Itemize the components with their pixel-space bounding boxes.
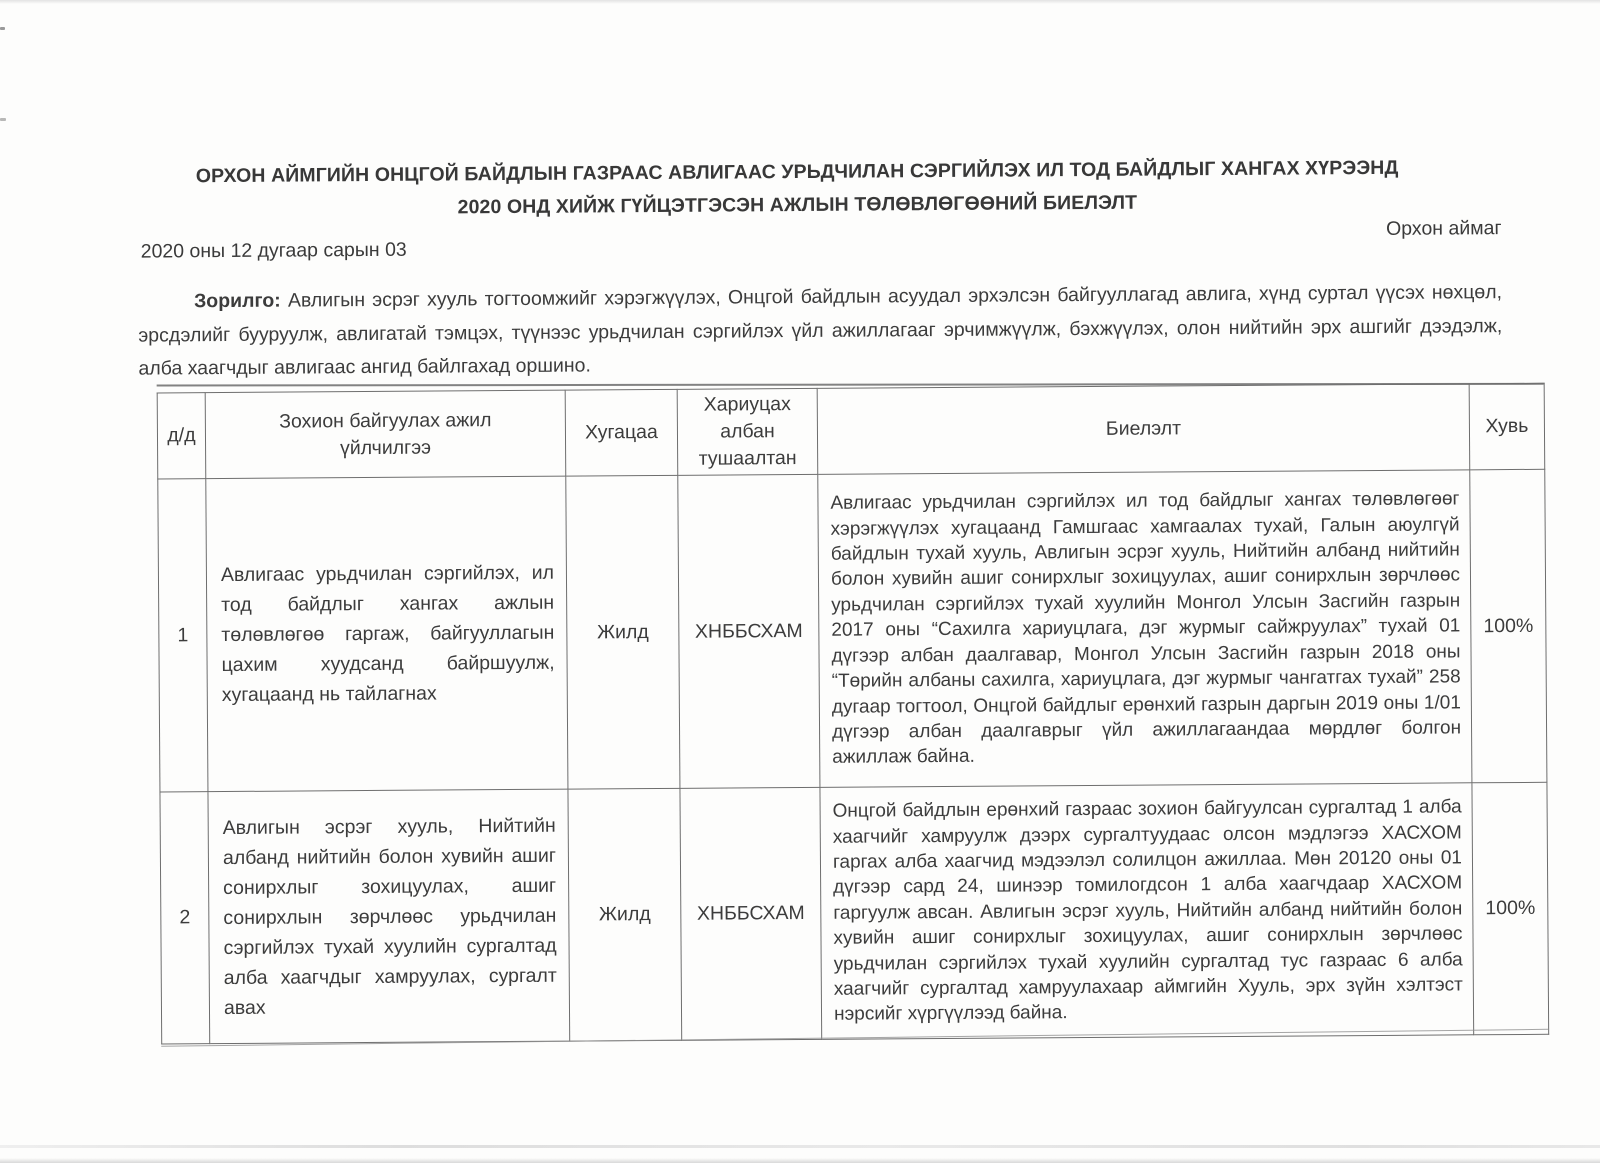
task-cell: Авлигаас урьдчилан сэргийлэх, ил тод байдлыг хангах ажлын төлөвлөгөө гаргаж, байгууллагын цахим хуудсанд байршуулж, хугацаанд нь тайлагнах	[206, 476, 568, 792]
scan-speck	[0, 118, 6, 121]
date-text: 2020 оны 12 дугаар сарын 03	[140, 238, 407, 263]
table-row	[160, 782, 1549, 1044]
duration-cell: Жилд	[568, 788, 682, 1041]
scan-edge-band	[0, 1145, 1600, 1148]
document-title	[137, 151, 1457, 226]
row-number-cell: 1	[158, 479, 208, 792]
title-line-1: ОРХОН АЙМГИЙН ОНЦГОЙ БАЙДЛЫН ГАЗРААС АВЛИГААС УРЬДЧИЛАН СЭРГИЙЛЭХ ИЛ ТОД БАЙДЛЫГ ХАНГАХ ХҮРЭЭНД	[195, 156, 1399, 188]
scan-edge-top	[0, 0, 1600, 4]
percent-cell: 100%	[1472, 782, 1549, 1035]
result-cell: Авлигаас урьдчилан сэргийлэх ил тод байдлыг хангах төлөвлөгөөг хэрэгжүүлэх хугацаанд Гамшгаас хамгаалах тухай, Галын аюулгүй байдлын тухай хууль, Авлигын эсрэг хууль, Нийтийн албанд нийтийн болон хувийн ашиг сонирхлыг зохицуулах, ашиг сонирхлын зөрчлөөс урьдчилан сэргийлэх тухай хуулийн Монгол Улсын Засгийн газрын 2017 оны “Сахилга хариуцлага, дэг журмыг сайжруулах” тухай 01 дүгээр албан даалгавар, Монгол Улсын Засгийн газрын 2018 оны “Төрийн албаны сахилга, хариуцлага, дэг журмыг чангатгах тухай” 258 дугаар тогтоол, Онцгой байдлыг ерөнхий газрын даргын 2019 оны 1/01 дүгээр албан даалгаврыг үйл ажиллагаандаа мөрдлөг болгон ажиллаж байна.	[818, 470, 1472, 788]
responsible-cell: ХНББСХАМ	[678, 474, 820, 788]
col-task-header: Зохион байгуулах ажил үйлчилгээ	[205, 390, 566, 479]
plan-table	[157, 383, 1550, 1045]
purpose-paragraph	[138, 276, 1503, 386]
purpose-label: Зорилго:	[193, 289, 281, 313]
col-result-header: Биелэлт	[817, 384, 1470, 475]
location-text: Орхон аймаг	[1386, 217, 1502, 240]
row-number-cell: 2	[160, 792, 210, 1044]
table-row	[158, 469, 1547, 792]
task-cell: Авлигын эсрэг хууль, Нийтийн албанд нийтийн болон хувийн ашиг сонирхлыг зохицуулах, ашиг сонирхлын зөрчлөөс урьдчилан сэргийлэх тухай хуулийн сургалтад алба хаагчдыг хамруулах, сургалт авах	[208, 789, 570, 1044]
col-duration-header: Хугацаа	[565, 389, 678, 476]
col-num-header: д/д	[157, 393, 206, 479]
percent-cell: 100%	[1470, 469, 1547, 783]
scan-edge-bottom	[0, 1158, 1600, 1163]
result-cell: Онцгой байдлын ерөнхий газраас зохион байгуулсан сургалтад 1 алба хаагчийг хамруулж дээрх сургалтуудаас олсон мэдлэгээ ХАСХОМ гаргах алба хаагчид мэдээлэл солилцон ажиллаа. Мөн 20120 оны 01 дүгээр сард 24, шинээр томилогдсон 1 алба хаагчдаар ХАСХОМ гаргуулж авсан. Авлигын эсрэг хууль, Нийтийн албанд нийтийн болон хувийн ашиг сонирхлыг зохицуулах, ашиг сонирхлын зөрчлөөс урьдчилан сэргийлэх тухай хуулийн сургалтад тус газраас 6 алба хаагчийг сургалтад хамруулахаар аймгийн Хууль, эрх зүйн хэлтэст нэрсийг хүргүүлээд байна.	[820, 783, 1474, 1040]
title-line-2: 2020 ОНД ХИЙЖ ГҮЙЦЭТГЭСЭН АЖЛЫН ТӨЛӨВЛӨГӨӨНИЙ БИЕЛЭЛТ	[457, 191, 1138, 219]
responsible-cell: ХНББСХАМ	[680, 787, 822, 1040]
meta-row	[141, 217, 1502, 271]
col-percent-header: Хувь	[1469, 383, 1545, 470]
table-header-row	[157, 383, 1545, 479]
duration-cell: Жилд	[566, 475, 680, 789]
scan-speck	[0, 27, 5, 30]
purpose-text: Авлигын эсрэг хууль тогтоомжийг хэрэгжүүлэх, Онцгой байдлын асуудал эрхэлсэн байгууллагад авлига, хүнд суртал үүсэх нөхцөл, эрсдэлийг бууруулж, авлигатай тэмцэх, түүнээс урьдчилан сэргийлэх үйл ажиллагааг эрчимжүүлж, бэхжүүлэх, олон нийтийн эрх ашгийг дээдэлж, алба хаагчдыг авлигаас ангид байлгахад оршино.	[138, 281, 1503, 380]
col-responsible-header: Хариуцах албан тушаалтан	[677, 388, 818, 475]
